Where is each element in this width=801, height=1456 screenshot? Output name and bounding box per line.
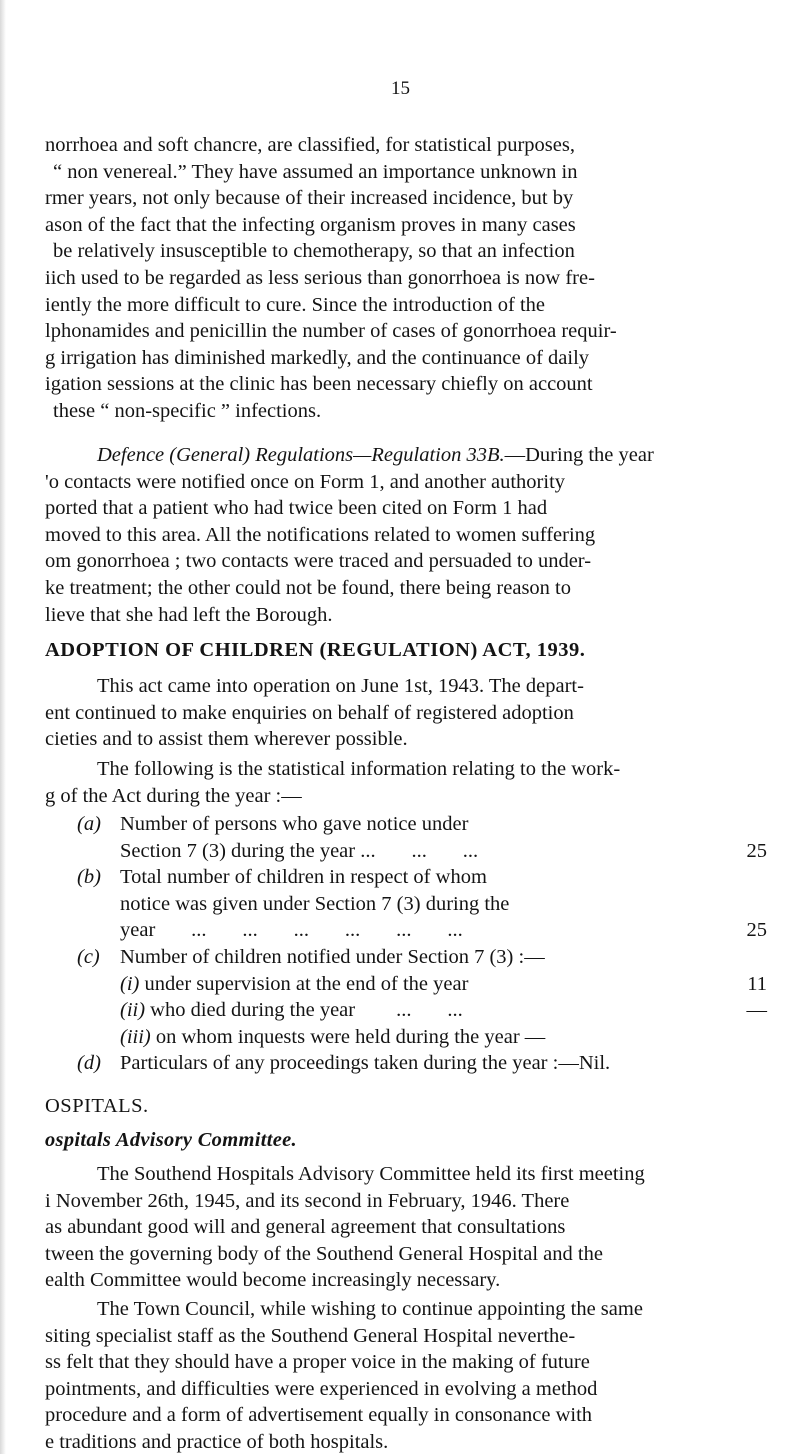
text-line: e traditions and practice of both hospitals.: [45, 1430, 389, 1453]
text-line: ent continued to make enquiries on behalf of registered adoption: [45, 701, 574, 724]
subitem-text: under supervision at the end of the year: [144, 972, 469, 995]
item-text: notice was given under Section 7 (3) during the: [120, 892, 510, 915]
text-line: i November 26th, 1945, and its second in February, 1946. There: [45, 1189, 570, 1212]
text-line: —During the year: [504, 444, 654, 466]
text-line: rmer years, not only because of their increased incidence, but by: [45, 187, 574, 210]
text-line: ke treatment; the other could not be found, there being reason to: [45, 576, 571, 599]
list-item-b-cont: [45, 891, 785, 918]
text-line: The following is the statistical information relating to the work-: [97, 758, 621, 780]
item-marker: (b): [77, 866, 101, 889]
text-line: these “ non-specific ” infections.: [53, 399, 322, 422]
statistics-list: [45, 811, 785, 1077]
section-heading-hospitals: OSPITALS.: [45, 1095, 149, 1117]
list-subitem-ii: [45, 997, 785, 1024]
text-line: “ non venereal.” They have assumed an importance unknown in: [53, 160, 578, 183]
list-item-a: [45, 811, 785, 838]
subheading-advisory-committee: ospitals Advisory Committee.: [45, 1129, 297, 1151]
item-value: 25: [746, 839, 767, 862]
text-line: The Town Council, while wishing to continue appointing the same: [97, 1298, 643, 1320]
list-item-a-cont: [45, 838, 785, 865]
text-line: lphonamides and penicillin the number of cases of gonorrhoea requir-: [45, 320, 617, 343]
page-number: 15: [391, 78, 410, 99]
text-line: siting specialist staff as the Southend General Hospital neverthe-: [45, 1324, 576, 1347]
paragraph-defence-regulations: [45, 442, 785, 628]
text-line: The Southend Hospitals Advisory Committee held its first meeting: [97, 1163, 645, 1185]
paragraph-adoption-act: [45, 673, 785, 753]
text-line: g irrigation has diminished markedly, and the continuance of daily: [45, 346, 590, 369]
text-line: cieties and to assist them wherever possible.: [45, 728, 408, 751]
item-marker: (a): [77, 813, 101, 835]
subitem-text: on whom inquests were held during the year —: [155, 1025, 546, 1048]
text-line: om gonorrhoea ; two contacts were traced and persuaded to under-: [45, 550, 592, 573]
list-item-d: [45, 1050, 785, 1077]
text-line: moved to this area. All the notifications related to women suffering: [45, 523, 596, 546]
text-line: procedure and a form of advertisement equally in consonance with: [45, 1404, 593, 1427]
paragraph-statistics-intro: [45, 756, 785, 809]
paragraph-town-council: [45, 1296, 785, 1456]
subitem-marker: (ii): [120, 999, 146, 1022]
list-item-b-cont: [45, 917, 785, 944]
text-line: 'o contacts were notified once on Form 1, and another authority: [45, 470, 566, 493]
text-line: ss felt that they should have a proper voice in the making of future: [45, 1351, 590, 1374]
item-text: Total number of children in respect of whom: [120, 866, 487, 889]
page-edge-shadow: [0, 0, 6, 1454]
text-line: norrhoea and soft chancre, are classified, for statistical purposes,: [45, 134, 575, 156]
item-text: year ... ... ... ... ... ...: [120, 919, 463, 942]
paragraph-venereal-infections: [45, 132, 785, 425]
list-item-b: [45, 864, 785, 891]
text-line: pointments, and difficulties were experienced in evolving a method: [45, 1377, 598, 1400]
list-subitem-iii: [45, 1024, 785, 1051]
runin-heading-defence: Defence (General) Regulations—Regulation 33B.: [97, 444, 505, 466]
text-line: ason of the fact that the infecting organism proves in many cases: [45, 213, 576, 236]
item-text: Section 7 (3) during the year ... ... ...: [120, 839, 479, 862]
text-line: tween the governing body of the Southend General Hospital and the: [45, 1242, 603, 1265]
text-line: ealth Committee would become increasingly necessary.: [45, 1269, 501, 1292]
text-line: be relatively insusceptible to chemotherapy, so that an infection: [53, 240, 575, 263]
text-line: g of the Act during the year :—: [45, 784, 302, 807]
list-item-c: [45, 944, 785, 971]
text-line: This act came into operation on June 1st, 1943. The depart-: [97, 675, 584, 697]
item-text: Particulars of any proceedings taken during the year :—Nil.: [120, 1052, 611, 1075]
item-marker: (c): [77, 945, 100, 968]
item-text: Number of persons who gave notice under: [120, 813, 469, 835]
subitem-value: 11: [747, 972, 767, 995]
text-line: iently the more difficult to cure. Since the introduction of the: [45, 293, 546, 316]
item-value: 25: [746, 919, 767, 942]
subitem-text: who died during the year ... ...: [150, 999, 463, 1022]
subitem-marker: (iii): [120, 1025, 151, 1048]
text-line: igation sessions at the clinic has been necessary chiefly on account: [45, 373, 593, 396]
item-text: Number of children notified under Section 7 (3) :—: [120, 945, 545, 968]
item-marker: (d): [77, 1052, 101, 1075]
text-line: iich used to be regarded as less serious than gonorrhoea is now fre-: [45, 266, 595, 289]
text-line: lieve that she had left the Borough.: [45, 603, 333, 626]
text-line: ported that a patient who had twice been cited on Form 1 had: [45, 497, 548, 520]
text-line: as abundant good will and general agreement that consultations: [45, 1216, 566, 1239]
subitem-marker: (i): [120, 972, 140, 995]
section-heading-adoption: ADOPTION OF CHILDREN (REGULATION) ACT, 1939.: [45, 639, 586, 661]
list-subitem-i: [45, 971, 785, 998]
subitem-value: —: [746, 999, 767, 1022]
paragraph-advisory-committee: [45, 1161, 785, 1294]
